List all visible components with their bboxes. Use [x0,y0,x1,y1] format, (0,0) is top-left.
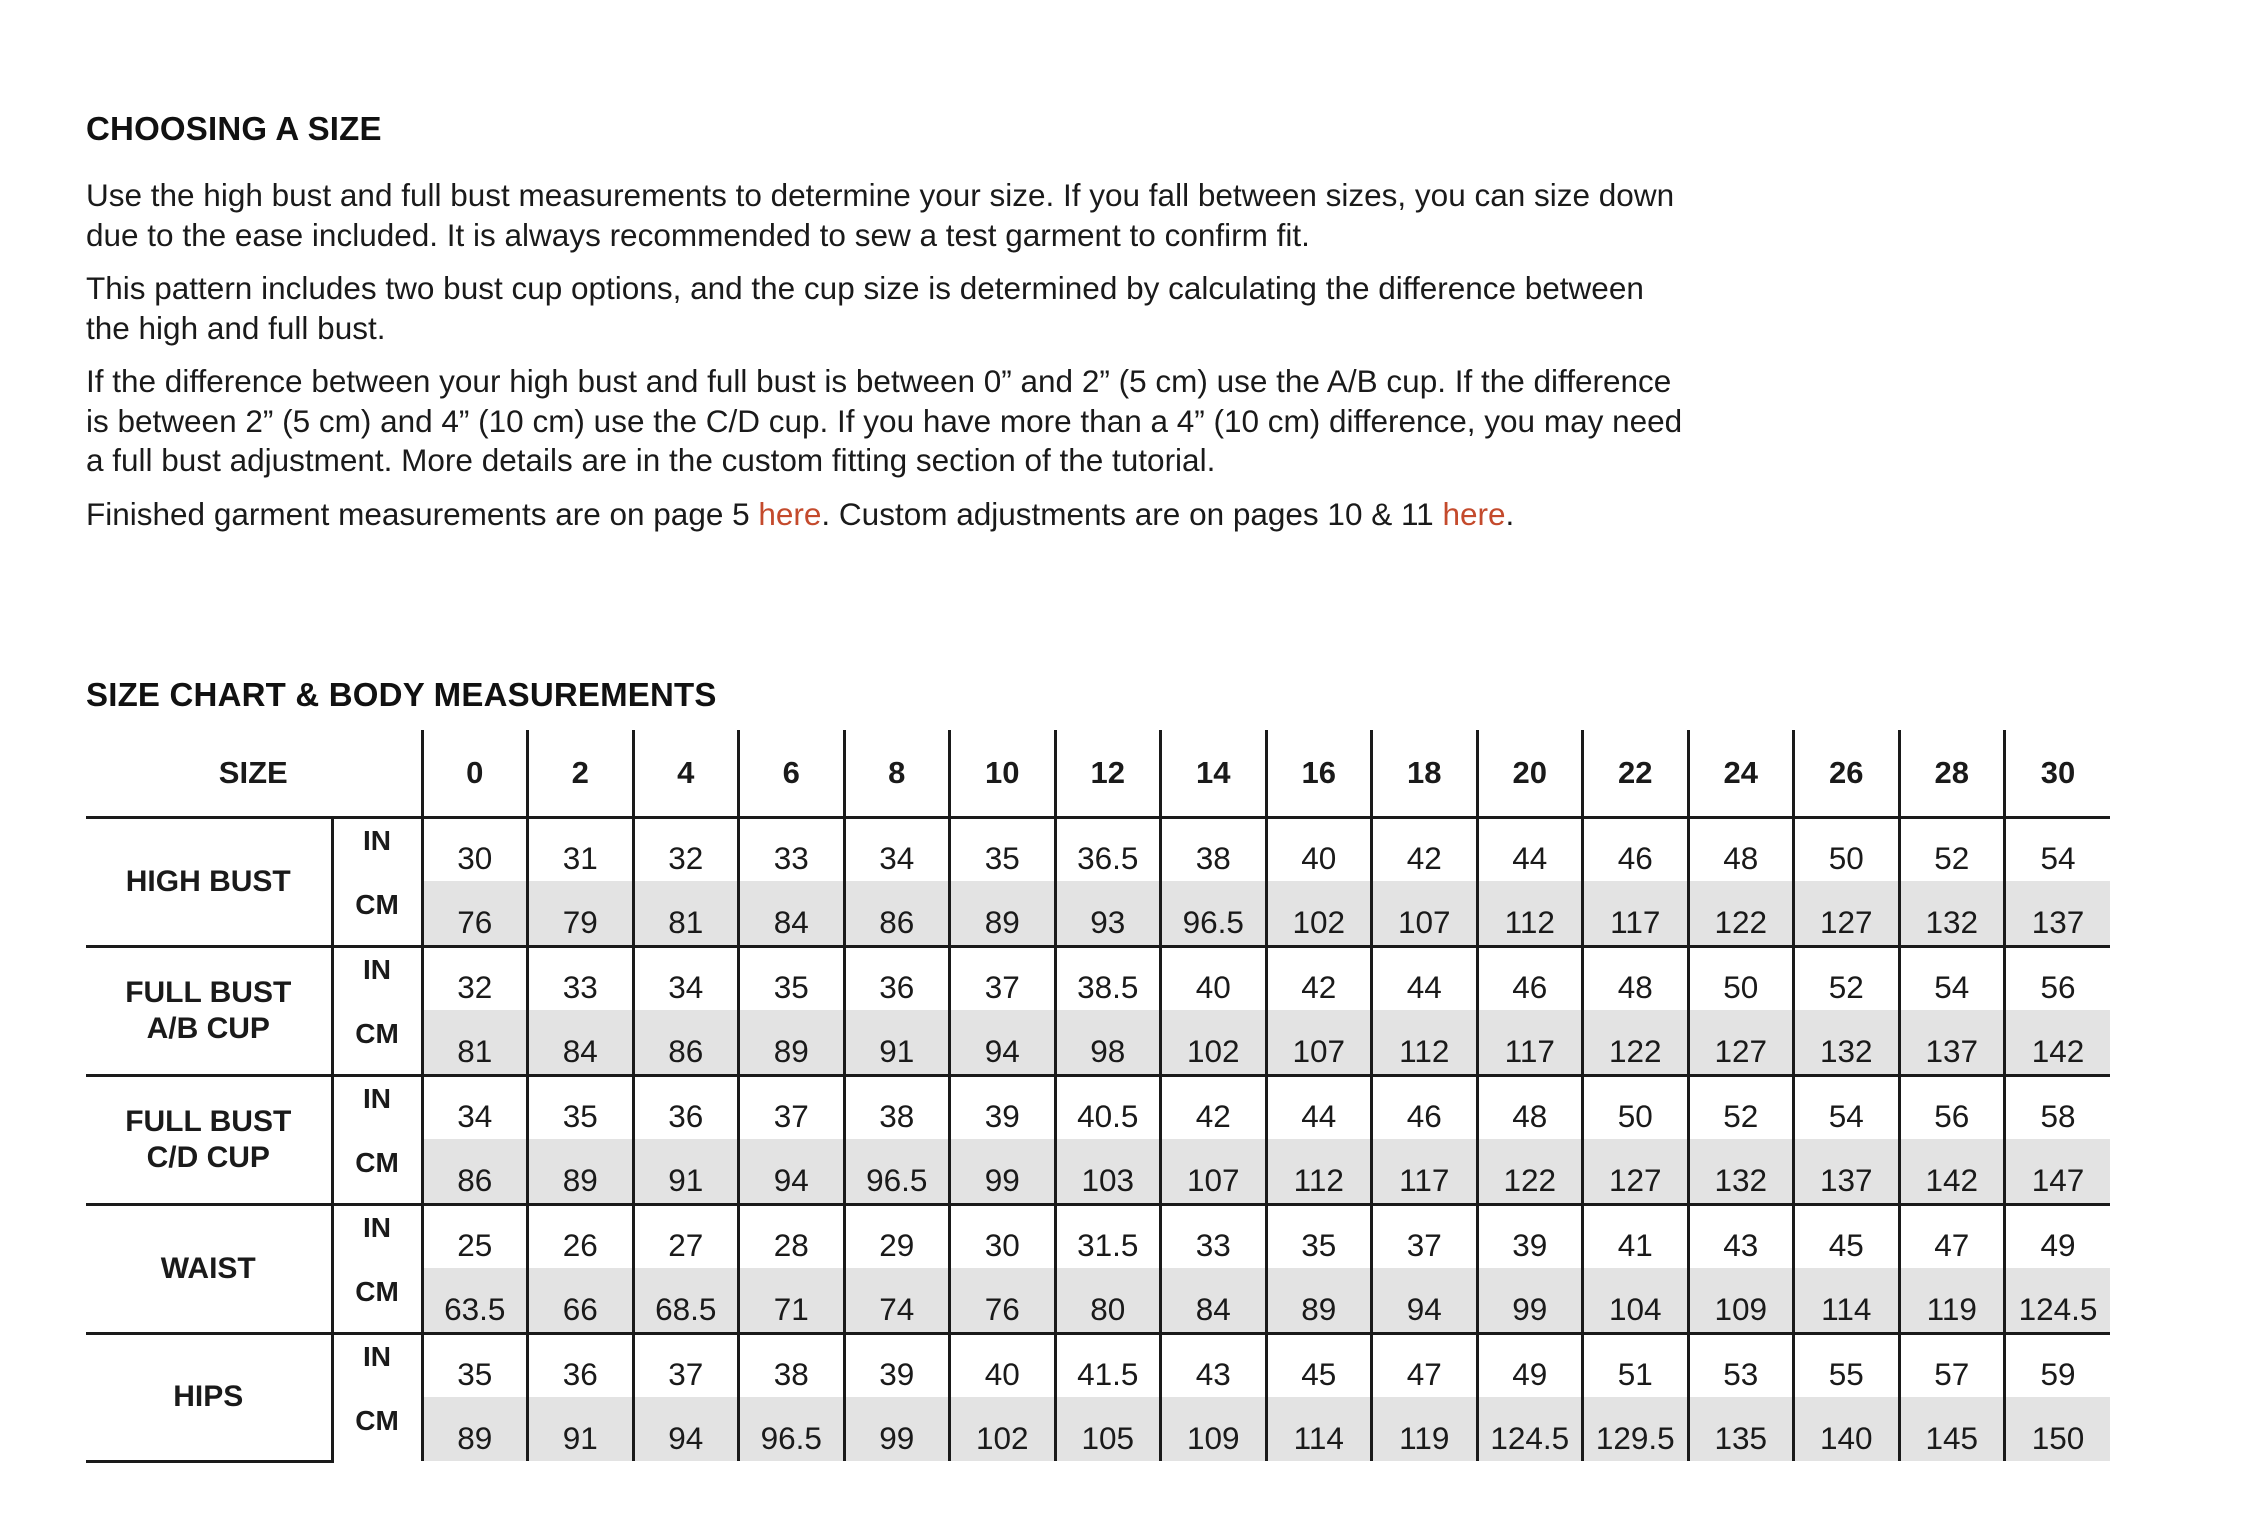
value-cell: 89 [1266,1268,1372,1334]
value-cell: 107 [1161,1139,1267,1205]
value-cell: 142 [2005,1010,2111,1076]
value-cell: 41.5 [1055,1334,1161,1398]
value-cell: 49 [1477,1334,1583,1398]
value-cell: 52 [1899,818,2005,882]
value-cell: 119 [1372,1397,1478,1461]
value-cell: 37 [739,1076,845,1140]
value-cell: 103 [1055,1139,1161,1205]
unit-cm-label: CM [332,1010,422,1076]
size-chart-table [86,730,2110,1463]
value-cell: 68.5 [633,1268,739,1334]
unit-in-label: IN [332,1205,422,1269]
value-cell: 44 [1477,818,1583,882]
value-cell: 38 [1161,818,1267,882]
value-cell: 99 [844,1397,950,1461]
value-cell: 37 [950,947,1056,1011]
value-cell: 43 [1688,1205,1794,1269]
value-cell: 52 [1794,947,1900,1011]
value-cell: 91 [528,1397,634,1461]
size-col-header: 16 [1266,730,1372,818]
value-cell: 81 [422,1010,528,1076]
size-col-header: 2 [528,730,634,818]
value-cell: 37 [1372,1205,1478,1269]
size-col-header: 26 [1794,730,1900,818]
value-cell: 112 [1372,1010,1478,1076]
value-cell: 124.5 [1477,1397,1583,1461]
value-cell: 91 [844,1010,950,1076]
size-col-header: 4 [633,730,739,818]
value-cell: 46 [1372,1076,1478,1140]
value-cell: 54 [1899,947,2005,1011]
measurement-label [86,818,332,947]
value-cell: 89 [950,881,1056,947]
value-cell: 48 [1583,947,1689,1011]
value-cell: 150 [2005,1397,2111,1461]
measurement-label [86,1334,332,1462]
value-cell: 74 [844,1268,950,1334]
measurement-label-line: FULL BUST [125,976,292,1009]
unit-in-label: IN [332,818,422,882]
value-cell: 42 [1266,947,1372,1011]
value-cell: 117 [1372,1139,1478,1205]
value-cell: 31.5 [1055,1205,1161,1269]
value-cell: 43 [1161,1334,1267,1398]
value-cell: 25 [422,1205,528,1269]
value-cell: 40 [1161,947,1267,1011]
value-cell: 112 [1477,881,1583,947]
garment-measurements-link[interactable]: here [758,495,822,532]
unit-in-label: IN [332,1334,422,1398]
unit-cm-label: CM [332,1139,422,1205]
size-col-header: 20 [1477,730,1583,818]
value-cell: 54 [2005,818,2111,882]
value-cell: 102 [1266,881,1372,947]
value-cell: 42 [1161,1076,1267,1140]
value-cell: 122 [1477,1139,1583,1205]
value-cell: 35 [950,818,1056,882]
value-cell: 39 [1477,1205,1583,1269]
value-cell: 40.5 [1055,1076,1161,1140]
measurement-row-in [86,1076,2110,1140]
measurement-row-cm [86,881,2110,947]
measurement-label-line: WAIST [160,1252,256,1285]
size-col-header: 12 [1055,730,1161,818]
value-cell: 34 [844,818,950,882]
value-cell: 59 [2005,1334,2111,1398]
value-cell: 55 [1794,1334,1900,1398]
value-cell: 36.5 [1055,818,1161,882]
value-cell: 50 [1688,947,1794,1011]
value-cell: 96.5 [739,1397,845,1461]
p4-text-2: . Custom adjustments are on pages 10 & 11 [821,495,1443,532]
value-cell: 79 [528,881,634,947]
size-chart-heading: SIZE CHART & BODY MEASUREMENTS [86,676,717,713]
value-cell: 30 [950,1205,1056,1269]
intro-text [86,176,1686,548]
value-cell: 137 [1794,1139,1900,1205]
value-cell: 33 [1161,1205,1267,1269]
size-col-header: 30 [2005,730,2111,818]
value-cell: 89 [422,1397,528,1461]
value-cell: 52 [1688,1076,1794,1140]
value-cell: 94 [739,1139,845,1205]
value-cell: 114 [1794,1268,1900,1334]
value-cell: 32 [633,818,739,882]
value-cell: 48 [1477,1076,1583,1140]
value-cell: 34 [633,947,739,1011]
value-cell: 122 [1583,1010,1689,1076]
value-cell: 124.5 [2005,1268,2111,1334]
size-col-header: 14 [1161,730,1267,818]
custom-adjustments-link[interactable]: here [1442,495,1506,532]
value-cell: 51 [1583,1334,1689,1398]
measurement-row-in [86,1205,2110,1269]
value-cell: 37 [633,1334,739,1398]
value-cell: 137 [2005,881,2111,947]
value-cell: 53 [1688,1334,1794,1398]
measurement-row-cm [86,1010,2110,1076]
value-cell: 98 [1055,1010,1161,1076]
measurement-label [86,947,332,1076]
unit-in-label: IN [332,1076,422,1140]
measurement-row-cm [86,1139,2110,1205]
measurement-row-in [86,1334,2110,1398]
value-cell: 45 [1794,1205,1900,1269]
value-cell: 46 [1583,818,1689,882]
value-cell: 94 [1372,1268,1478,1334]
value-cell: 50 [1794,818,1900,882]
value-cell: 127 [1688,1010,1794,1076]
value-cell: 27 [633,1205,739,1269]
measurement-label-line: HIGH BUST [125,865,291,898]
value-cell: 63.5 [422,1268,528,1334]
value-cell: 119 [1899,1268,2005,1334]
value-cell: 36 [528,1334,634,1398]
value-cell: 44 [1266,1076,1372,1140]
measurement-row-in [86,818,2110,882]
value-cell: 40 [950,1334,1056,1398]
value-cell: 117 [1477,1010,1583,1076]
value-cell: 57 [1899,1334,2005,1398]
size-header-row [86,730,2110,818]
size-col-header: 10 [950,730,1056,818]
value-cell: 44 [1372,947,1478,1011]
intro-paragraph-3: If the difference between your high bust and full bust is between 0” and 2” (5 cm) use the A/B cup. If the difference is between 2” (5 cm) and 4” (10 cm) use the C/D cup. If you have more than a 4” (10 cm) difference, you may need a full bust adjustment. More details are in the custom fitting section of the tutorial. [86,363,1683,478]
value-cell: 147 [2005,1139,2111,1205]
value-cell: 42 [1372,818,1478,882]
value-cell: 127 [1583,1139,1689,1205]
intro-paragraph-1: Use the high bust and full bust measurements to determine your size. If you fall between sizes, you can size down due to the ease included. It is always recommended to sew a test garment to confirm fit. [86,177,1675,253]
value-cell: 76 [422,881,528,947]
value-cell: 35 [422,1334,528,1398]
value-cell: 36 [633,1076,739,1140]
value-cell: 105 [1055,1397,1161,1461]
value-cell: 109 [1688,1268,1794,1334]
value-cell: 84 [1161,1268,1267,1334]
size-col-header: 6 [739,730,845,818]
value-cell: 32 [422,947,528,1011]
size-label: SIZE [86,730,422,818]
measurement-label-line: A/B CUP [146,1012,270,1045]
value-cell: 38 [739,1334,845,1398]
value-cell: 41 [1583,1205,1689,1269]
value-cell: 86 [422,1139,528,1205]
value-cell: 86 [844,881,950,947]
value-cell: 33 [528,947,634,1011]
value-cell: 140 [1794,1397,1900,1461]
value-cell: 26 [528,1205,634,1269]
choosing-size-heading: CHOOSING A SIZE [86,110,382,147]
unit-cm-label: CM [332,1268,422,1334]
value-cell: 47 [1899,1205,2005,1269]
value-cell: 35 [528,1076,634,1140]
value-cell: 91 [633,1139,739,1205]
value-cell: 54 [1794,1076,1900,1140]
value-cell: 104 [1583,1268,1689,1334]
value-cell: 35 [1266,1205,1372,1269]
value-cell: 84 [739,881,845,947]
value-cell: 102 [1161,1010,1267,1076]
value-cell: 30 [422,818,528,882]
value-cell: 96.5 [1161,881,1267,947]
size-col-header: 0 [422,730,528,818]
value-cell: 58 [2005,1076,2111,1140]
value-cell: 122 [1688,881,1794,947]
measurement-label-line: FULL BUST [125,1105,292,1138]
measurement-row-cm [86,1397,2110,1461]
value-cell: 132 [1688,1139,1794,1205]
value-cell: 47 [1372,1334,1478,1398]
measurement-row-in [86,947,2110,1011]
value-cell: 132 [1794,1010,1900,1076]
value-cell: 49 [2005,1205,2111,1269]
value-cell: 112 [1266,1139,1372,1205]
value-cell: 102 [950,1397,1056,1461]
size-chart-body [86,818,2110,1462]
measurement-row-cm [86,1268,2110,1334]
value-cell: 96.5 [844,1139,950,1205]
value-cell: 36 [844,947,950,1011]
value-cell: 39 [950,1076,1056,1140]
measurement-label-line: HIPS [173,1380,244,1414]
value-cell: 56 [2005,947,2111,1011]
value-cell: 66 [528,1268,634,1334]
value-cell: 39 [844,1334,950,1398]
value-cell: 71 [739,1268,845,1334]
value-cell: 94 [950,1010,1056,1076]
value-cell: 89 [528,1139,634,1205]
value-cell: 56 [1899,1076,2005,1140]
value-cell: 33 [739,818,845,882]
size-col-header: 8 [844,730,950,818]
value-cell: 40 [1266,818,1372,882]
value-cell: 38 [844,1076,950,1140]
value-cell: 145 [1899,1397,2005,1461]
measurement-label-line: C/D CUP [146,1141,270,1174]
value-cell: 109 [1161,1397,1267,1461]
value-cell: 99 [1477,1268,1583,1334]
value-cell: 80 [1055,1268,1161,1334]
unit-cm-label: CM [332,881,422,947]
p4-text-1: Finished garment measurements are on page 5 [86,495,759,532]
value-cell: 50 [1583,1076,1689,1140]
value-cell: 86 [633,1010,739,1076]
value-cell: 142 [1899,1139,2005,1205]
value-cell: 38.5 [1055,947,1161,1011]
value-cell: 46 [1477,947,1583,1011]
value-cell: 137 [1899,1010,2005,1076]
value-cell: 129.5 [1583,1397,1689,1461]
p4-text-3: . [1505,495,1515,532]
value-cell: 45 [1266,1334,1372,1398]
value-cell: 28 [739,1205,845,1269]
unit-in-label: IN [332,947,422,1011]
value-cell: 93 [1055,881,1161,947]
value-cell: 94 [633,1397,739,1461]
value-cell: 107 [1266,1010,1372,1076]
value-cell: 135 [1688,1397,1794,1461]
size-col-header: 18 [1372,730,1478,818]
measurement-label [86,1076,332,1205]
value-cell: 84 [528,1010,634,1076]
value-cell: 99 [950,1139,1056,1205]
unit-cm-label: CM [332,1397,422,1461]
value-cell: 81 [633,881,739,947]
value-cell: 114 [1266,1397,1372,1461]
value-cell: 127 [1794,881,1900,947]
size-col-header: 22 [1583,730,1689,818]
value-cell: 76 [950,1268,1056,1334]
intro-paragraph-2: This pattern includes two bust cup options, and the cup size is determined by calculating the difference between the high and full bust. [86,270,1644,346]
intro-paragraph-4 [86,495,1686,535]
value-cell: 132 [1899,881,2005,947]
value-cell: 107 [1372,881,1478,947]
measurement-label [86,1205,332,1334]
value-cell: 29 [844,1205,950,1269]
size-col-header: 28 [1899,730,2005,818]
value-cell: 89 [739,1010,845,1076]
size-col-header: 24 [1688,730,1794,818]
value-cell: 34 [422,1076,528,1140]
value-cell: 35 [739,947,845,1011]
value-cell: 48 [1688,818,1794,882]
value-cell: 117 [1583,881,1689,947]
value-cell: 31 [528,818,634,882]
